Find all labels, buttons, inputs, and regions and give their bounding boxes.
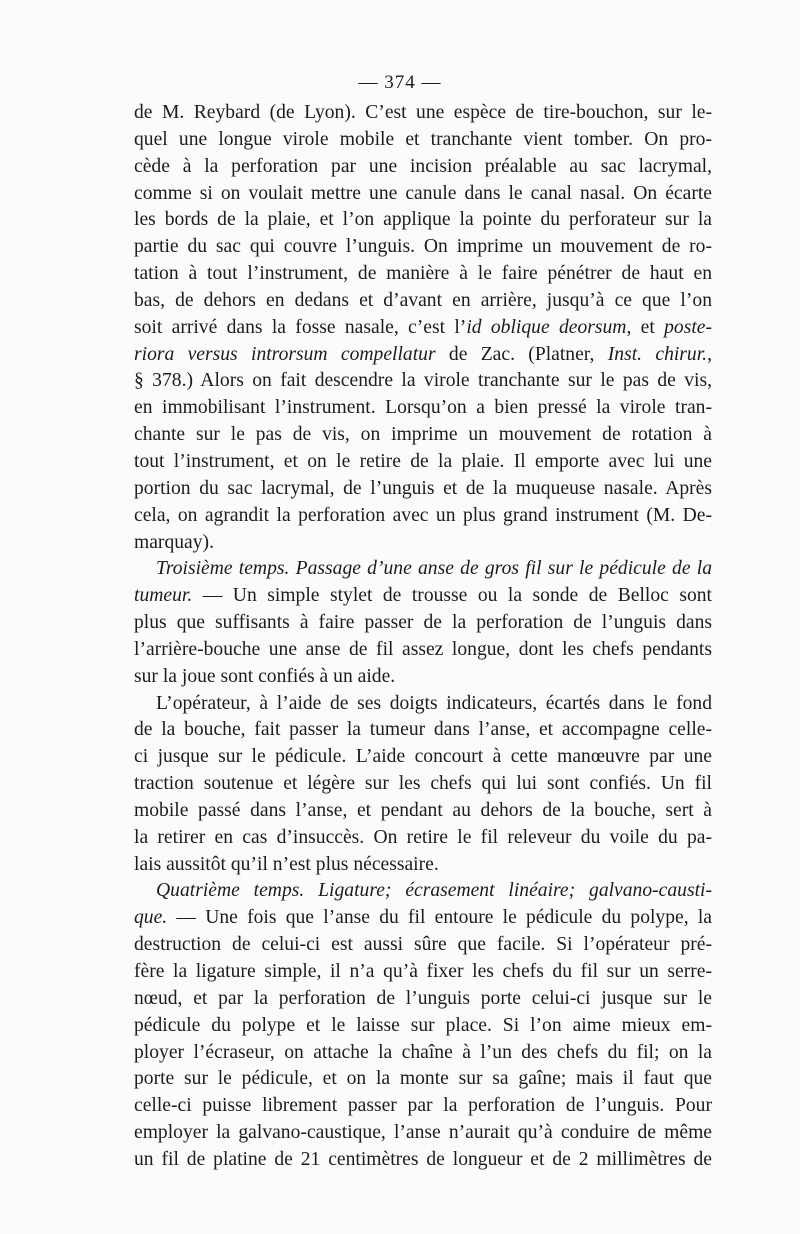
text-run: mobile passé dans l’anse, et pendant au dehors de la bouche, sert à [134, 799, 712, 821]
text-run: bas, de dehors en dedans et d’avant en arrière, jusqu’à ce que l’on [134, 289, 712, 311]
text-line [134, 1093, 712, 1120]
text-run: cela, on agrandit la perforation avec un plus grand instrument (M. De- [134, 504, 712, 526]
text-line [134, 261, 712, 288]
text-run: l’arrière-bouche une anse de fil assez longue, dont les chefs pendants [134, 638, 712, 660]
text-run: partie du sac qui couvre l’unguis. On imprime un mouvement de ro- [134, 236, 712, 258]
text-run: , [707, 343, 712, 365]
text-line [134, 1013, 712, 1040]
text-line [134, 315, 712, 342]
text-line [134, 1040, 712, 1067]
text-run: comme si on voulait mettre une canule dans le canal nasal. On écarte [134, 182, 712, 204]
italic-text: riora versus introrsum compellatur [134, 343, 436, 365]
text-run: celle-ci puisse librement passer par la perforation de l’unguis. Pour [134, 1095, 712, 1117]
text-line [134, 556, 712, 583]
text-line [134, 368, 712, 395]
italic-text: que. [134, 907, 168, 929]
text-line [134, 181, 712, 208]
text-run: destruction de celui-ci est aussi sûre que facile. Si l’opérateur pré- [134, 934, 712, 956]
text-line [134, 717, 712, 744]
text-line [134, 395, 712, 422]
text-line [134, 288, 712, 315]
text-run: L’opérateur, à l’aide de ses doigts indicateurs, écartés dans le fond [156, 692, 712, 714]
text-line [134, 207, 712, 234]
text-run: pédicule du polype et le laisse sur place. Si l’on aime mieux em- [134, 1014, 712, 1036]
text-run: nœud, et par la perforation de l’unguis porte celui-ci jusque sur le [134, 987, 712, 1009]
text-run: un fil de platine de 21 centimètres de longueur et de 2 millimètres de [134, 1148, 712, 1170]
text-line [134, 449, 712, 476]
text-line [134, 100, 712, 127]
text-line [134, 154, 712, 181]
text-line [134, 825, 712, 852]
italic-text: Inst. chirur. [607, 343, 708, 365]
text-line [134, 637, 712, 664]
text-line [134, 664, 712, 691]
text-line [134, 530, 712, 557]
text-run: quel une longue virole mobile et tranchante vient tomber. On pro- [134, 128, 712, 150]
italic-text: Troisième temps. Passage d’une anse de gros fil sur le pédicule de la [156, 558, 712, 580]
text-run: porte sur le pédicule, et on la monte sur sa gaîne; mais il faut que [134, 1068, 712, 1090]
page-number: — 374 — [358, 72, 442, 93]
text-run: fère la ligature simple, il n’a qu’à fixer les chefs du fil sur un serre- [134, 961, 712, 982]
text-run: employer la galvano-caustique, l’anse n’aurait qu’à conduire de même [134, 1122, 712, 1144]
text-run: chante sur le pas de vis, on imprime un mouvement de rotation à [134, 424, 712, 446]
text-line [134, 986, 712, 1013]
text-line [134, 610, 712, 637]
text-line [134, 127, 712, 154]
text-run: — Un simple stylet de trousse ou la sonde de Belloc sont [192, 585, 712, 607]
text-line [134, 422, 712, 449]
text-line [134, 771, 712, 798]
text-run: , et [626, 316, 665, 338]
text-line [134, 798, 712, 825]
text-run: en immobilisant l’instrument. Lorsqu’on a bien pressé la virole tran- [134, 397, 712, 419]
italic-text: tumeur. [134, 585, 193, 607]
italic-text: id oblique deorsum [466, 316, 627, 338]
text-run: cède à la perforation par une incision préalable au sac lacrymal, [134, 155, 712, 177]
body-text [134, 100, 712, 1174]
text-run: — Une fois que l’anse du fil entoure le pédicule du polype, la [167, 907, 712, 929]
text-run: la retirer en cas d’insuccès. On retire le fil releveur du voile du pa- [134, 826, 712, 848]
text-run: traction soutenue et légère sur les chefs qui lui sont confiés. Un fil [134, 773, 712, 795]
text-line [134, 583, 712, 610]
text-run: ci jusque sur le pédicule. L’aide concourt à cette manœuvre par une [134, 746, 712, 768]
text-line [134, 878, 712, 905]
text-line [134, 905, 712, 932]
text-line [134, 1066, 712, 1093]
text-run: plus que suffisants à faire passer de la perforation de l’unguis dans [134, 612, 712, 634]
text-run: sur la joue sont confiés à un aide. [134, 665, 396, 687]
text-line [134, 932, 712, 959]
italic-text: poste- [664, 316, 712, 338]
text-run: de M. Reybard (de Lyon). C’est une espèce de tire-bouchon, sur le- [134, 102, 712, 123]
text-line [134, 691, 712, 718]
text-line [134, 342, 712, 369]
text-run: de Zac. (Platner, [435, 343, 608, 365]
italic-text: Quatrième temps. Ligature; écrasement linéaire; galvano-causti- [156, 880, 712, 902]
text-line [134, 234, 712, 261]
text-line [134, 1120, 712, 1147]
text-line [134, 959, 712, 986]
text-line [134, 1147, 712, 1174]
text-run: marquay). [134, 531, 214, 553]
text-line [134, 503, 712, 530]
text-run: de la bouche, fait passer la tumeur dans l’anse, et accompagne celle- [134, 719, 712, 741]
text-run: soit arrivé dans la fosse nasale, c’est l’ [134, 316, 467, 338]
text-run: tation à tout l’instrument, de manière à le faire pénétrer de haut en [134, 263, 712, 285]
text-line [134, 744, 712, 771]
text-run: tout l’instrument, et on le retire de la plaie. Il emporte avec lui une [134, 450, 712, 472]
text-run: les bords de la plaie, et l’on applique la pointe du perforateur sur la [134, 209, 712, 231]
text-run: lais aussitôt qu’il n’est plus nécessaire. [134, 853, 439, 875]
text-line [134, 852, 712, 879]
text-run: § 378.) Alors on fait descendre la virole tranchante sur le pas de vis, [134, 370, 712, 392]
text-run: ployer l’écraseur, on attache la chaîne à l’un des chefs du fil; on la [134, 1041, 712, 1063]
text-run: portion du sac lacrymal, de l’unguis et de la muqueuse nasale. Après [134, 477, 712, 499]
text-line [134, 476, 712, 503]
